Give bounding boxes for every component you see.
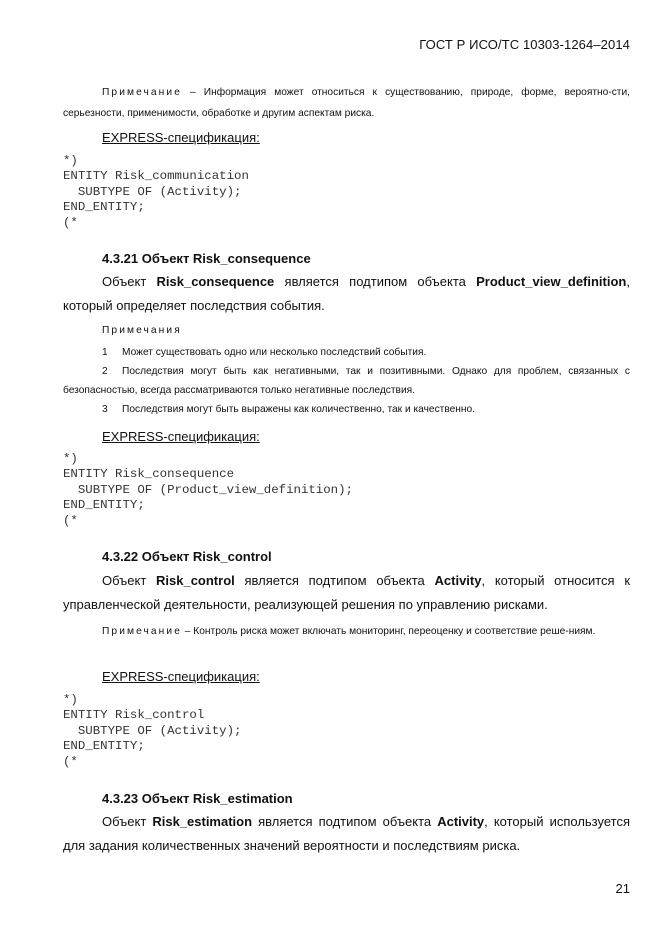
entity-name: Risk_consequence <box>156 274 275 289</box>
section-paragraph <box>63 569 630 616</box>
express-spec-label: EXPRESS-спецификация: <box>102 669 260 684</box>
supertype-name: Activity <box>437 814 485 829</box>
text-run: Объект <box>102 274 157 289</box>
section-4-3-22 <box>63 549 630 564</box>
note-paragraph <box>63 621 630 642</box>
note-item <box>63 362 630 400</box>
note-text: Информация может относиться к существованию, природе, форме, вероятно-сти, серьезности, применимости, обработке и другим аспектам риска. <box>63 87 630 119</box>
text-run: Объект <box>102 573 156 588</box>
section-paragraph <box>63 810 630 857</box>
note-dash: – <box>181 626 194 637</box>
note-paragraph <box>63 82 630 124</box>
supertype-name: Product_view_definition <box>476 274 627 289</box>
section-4-3-23 <box>63 791 630 806</box>
code-listing: *) ENTITY Risk_communication SUBTYPE OF (Activity); END_ENTITY; (* <box>63 154 249 230</box>
section-4-3-23-body <box>63 810 630 857</box>
entity-name: Risk_control <box>156 573 235 588</box>
note-item <box>63 400 630 419</box>
note-text: Последствия могут быть как негативными, так и позитивными. Однако для проблем, связанных с безопасностью, всегда рассматриваются только негативные последствия. <box>63 366 630 396</box>
section-heading: 4.3.22 Объект Risk_control <box>102 549 272 564</box>
express-spec-label: EXPRESS-спецификация: <box>102 429 260 444</box>
text-run: является подтипом объекта <box>252 814 438 829</box>
note-text: Может существовать одно или несколько последствий события. <box>122 347 427 358</box>
note-text: Контроль риска может включать мониторинг, переоценку и соответствие реше-ниям. <box>193 626 596 637</box>
document-header: ГОСТ Р ИСО/ТС 10303-1264–2014 <box>419 37 630 52</box>
note-number: 1 <box>102 347 108 358</box>
code-block-risk-consequence <box>63 452 630 529</box>
code-block-risk-control <box>63 693 630 770</box>
note-number: 3 <box>102 404 108 415</box>
text-run: является подтипом объекта <box>234 573 435 588</box>
note-label: Примечание <box>102 87 182 98</box>
section-heading: 4.3.23 Объект Risk_estimation <box>102 791 293 806</box>
text-run: , который определяет последствия события. <box>63 274 630 313</box>
note-dash: – <box>181 87 204 98</box>
code-block-risk-communication <box>63 154 630 231</box>
section-4-3-21-notes <box>63 325 630 336</box>
notes-heading: Примечания <box>102 325 182 336</box>
section-4-3-21 <box>63 251 630 266</box>
text-run: является подтипом объекта <box>274 274 477 289</box>
text-run: , который используется для задания количественных значений вероятности и последствиям риска. <box>63 814 630 853</box>
note-information <box>63 82 630 124</box>
notes-list <box>63 343 630 419</box>
express-label-3 <box>63 669 630 684</box>
supertype-name: Activity <box>434 573 482 588</box>
text-run: Объект <box>102 814 153 829</box>
note-number: 2 <box>102 366 108 377</box>
section-4-3-22-note <box>63 621 630 642</box>
code-listing: *) ENTITY Risk_control SUBTYPE OF (Activity); END_ENTITY; (* <box>63 693 242 769</box>
section-4-3-21-body <box>63 270 630 317</box>
section-4-3-22-body <box>63 569 630 616</box>
express-label-1 <box>63 130 630 145</box>
section-paragraph <box>63 270 630 317</box>
note-label: Примечание <box>102 626 182 637</box>
entity-name: Risk_estimation <box>152 814 253 829</box>
section-heading: 4.3.21 Объект Risk_consequence <box>102 251 311 266</box>
express-spec-label: EXPRESS-спецификация: <box>102 130 260 145</box>
code-listing: *) ENTITY Risk_consequence SUBTYPE OF (Product_view_definition); END_ENTITY; (* <box>63 452 353 528</box>
express-label-2 <box>63 429 630 444</box>
text-run: , который относится к управленческой деятельности, реализующей решения по управлению рисками. <box>63 573 631 612</box>
note-item <box>63 343 630 362</box>
note-text: Последствия могут быть выражены как количественно, так и качественно. <box>122 404 476 415</box>
page-number: 21 <box>615 881 630 896</box>
